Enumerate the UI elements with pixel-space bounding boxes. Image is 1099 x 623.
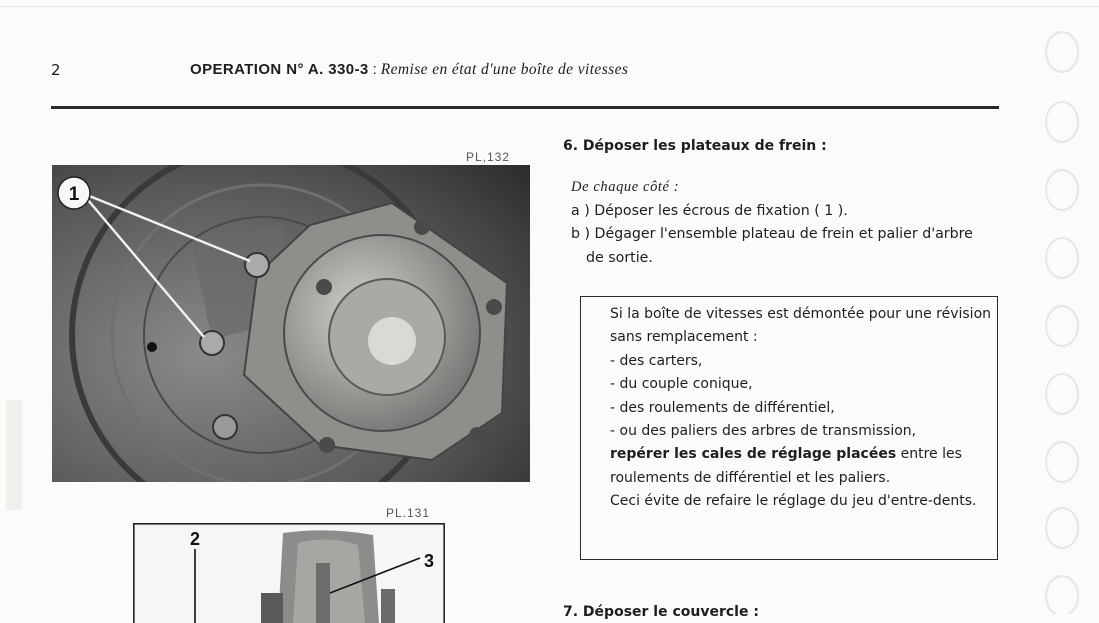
note-text — [610, 303, 995, 514]
figure-2-photo — [133, 523, 445, 623]
step-6-item-a: a ) Déposer les écrous de fixation ( 1 ). — [571, 202, 848, 219]
step-7-heading: 7. Déposer le couvercle : — [563, 604, 759, 620]
figure-1-photo — [52, 165, 530, 482]
note-list-item: - du couple conique, — [610, 376, 753, 393]
header-separator: : — [372, 61, 377, 78]
top-edge-line — [0, 6, 1099, 7]
binder-holes-decoration — [1040, 30, 1080, 614]
note-intro: Si la boîte de vitesses est démontée pour une révision sans remplacement : — [610, 306, 992, 346]
callout-3-label: 3 — [423, 551, 435, 571]
note-list-item: - ou des paliers des arbres de transmission, — [610, 423, 917, 440]
page-number: 2 — [51, 61, 61, 79]
step-6-body — [571, 176, 991, 270]
operation-number: OPERATION N° A. 330-3 — [190, 61, 369, 78]
note-list-item: - des carters, — [610, 352, 703, 369]
callout-2-label: 2 — [189, 529, 201, 549]
figure-2-reference: PL.131 — [386, 506, 431, 520]
operation-title: Remise en état d'une boîte de vitesses — [380, 61, 629, 78]
step-6-side-label: De chaque côté : — [571, 179, 680, 195]
page-header — [190, 60, 628, 79]
step-6-item-b: b ) Dégager l'ensemble plateau de frein et palier d'arbre de sortie. — [571, 226, 973, 266]
note-closing: Ceci évite de refaire le réglage du jeu d'entre-dents. — [610, 493, 977, 510]
page-edge-tab — [6, 400, 22, 510]
header-rule — [51, 106, 999, 109]
step-6-heading: 6. Déposer les plateaux de frein : — [563, 138, 827, 154]
note-list-item: - des roulements de différentiel, — [610, 399, 835, 416]
note-box — [580, 296, 998, 560]
callout-1-label: 1 — [68, 184, 80, 205]
note-instruction-rest: entre les roulements de différentiel et les paliers. — [610, 446, 962, 486]
note-instruction — [610, 443, 995, 490]
note-emphasis: repérer les cales de réglage placées — [610, 446, 897, 463]
figure-1-reference: PL,132 — [466, 150, 511, 164]
